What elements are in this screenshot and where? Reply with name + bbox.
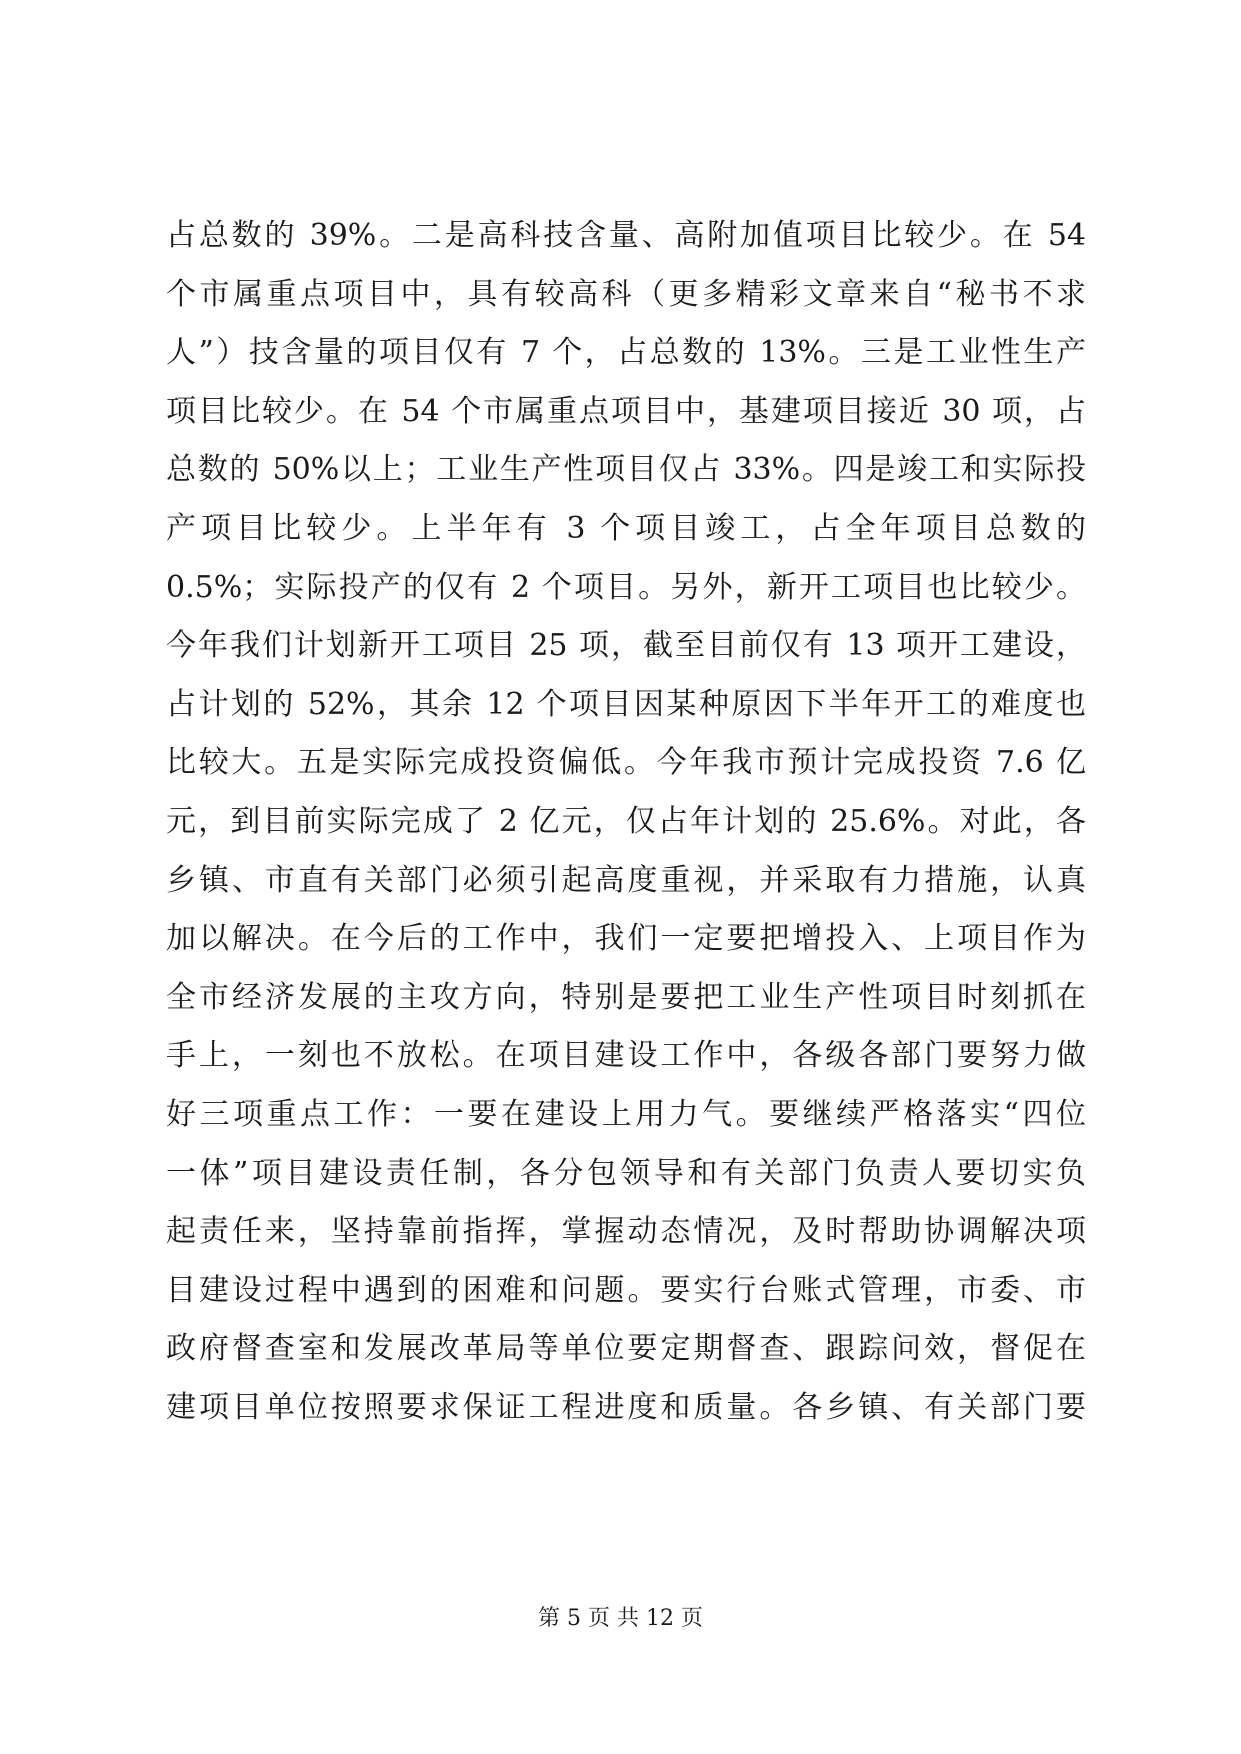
text-line-12: 乡镇、市直有关部门必须引起高度重视，并采取有力措施，认真: [166, 862, 1086, 898]
text-line-7: 0.5%；实际投产的仅有 2 个项目。另外，新开工项目也比较少。: [166, 569, 1086, 605]
text-line-4: 项目比较少。在 54 个市属重点项目中，基建项目接近 30 项，占: [166, 393, 1086, 429]
text-line-16: 好三项重点工作：一要在建设上用力气。要继续严格落实“四位: [166, 1096, 1086, 1132]
text-line-19: 目建设过程中遇到的困难和问题。要实行台账式管理，市委、市: [166, 1272, 1086, 1308]
page-footer: 第 5 页 共 12 页: [538, 1606, 703, 1631]
text-line-8: 今年我们计划新开工项目 25 项，截至目前仅有 13 项开工建设，: [166, 628, 1086, 664]
text-line-2: 个市属重点项目中，具有较高科（更多精彩文章来自“秘书不求: [166, 276, 1086, 312]
text-line-13: 加以解决。在今后的工作中，我们一定要把增投入、上项目作为: [166, 921, 1086, 957]
text-line-20: 政府督查室和发展改革局等单位要定期督查、跟踪问效，督促在: [166, 1331, 1086, 1367]
text-line-11: 元，到目前实际完成了 2 亿元，仅占年计划的 25.6%。对此，各: [166, 803, 1086, 839]
text-line-15: 手上，一刻也不放松。在项目建设工作中，各级各部门要努力做: [166, 1038, 1086, 1074]
text-line-9: 占计划的 52%，其余 12 个项目因某种原因下半年开工的难度也: [166, 686, 1086, 722]
text-line-17: 一体”项目建设责任制，各分包领导和有关部门负责人要切实负: [166, 1155, 1086, 1191]
text-line-21: 建项目单位按照要求保证工程进度和质量。各乡镇、有关部门要: [166, 1389, 1086, 1425]
text-line-3: 人”）技含量的项目仅有 7 个，占总数的 13%。三是工业性生产: [166, 335, 1086, 371]
body-text: [166, 207, 1086, 1437]
text-line-1: 占总数的 39%。二是高科技含量、高附加值项目比较少。在 54: [166, 218, 1086, 253]
text-line-14: 全市经济发展的主攻方向，特别是要把工业生产性项目时刻抓在: [166, 979, 1086, 1015]
text-line-6: 产项目比较少。上半年有 3 个项目竣工，占全年项目总数的: [166, 510, 1086, 546]
text-line-18: 起责任来，坚持靠前指挥，掌握动态情况，及时帮助协调解决项: [166, 1214, 1086, 1250]
text-line-5: 总数的 50%以上；工业生产性项目仅占 33%。四是竣工和实际投: [166, 452, 1086, 488]
text-line-10: 比较大。五是实际完成投资偏低。今年我市预计完成投资 7.6 亿: [166, 745, 1086, 781]
